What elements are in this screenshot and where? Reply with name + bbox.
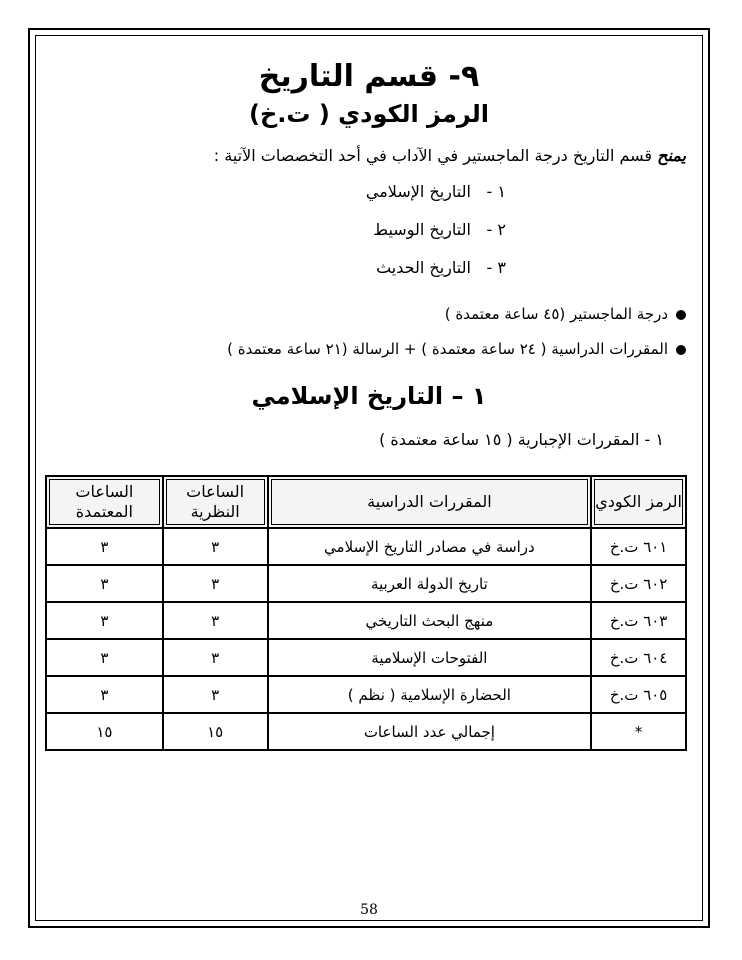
header-theory-hours: الساعات النظرية bbox=[163, 476, 268, 528]
page-subtitle: الرمز الكودي ( ت.خ) bbox=[248, 100, 490, 128]
cell-theory: ١٥ bbox=[163, 713, 268, 750]
bullet-text: درجة الماجستير (٤٥ ساعة معتمدة ) bbox=[444, 305, 668, 323]
specialization-number: ٣ - bbox=[486, 258, 506, 277]
specialization-number: ١ - bbox=[486, 182, 506, 201]
intro-text: قسم التاريخ درجة الماجستير في الآداب في أحد التخصصات الآتية : bbox=[213, 146, 653, 165]
cell-code: * bbox=[591, 713, 686, 750]
specialization-item bbox=[376, 256, 506, 280]
cell-course: الحضارة الإسلامية ( نظم ) bbox=[268, 676, 592, 713]
cell-theory: ٣ bbox=[163, 565, 268, 602]
cell-course: منهج البحث التاريخي bbox=[268, 602, 592, 639]
intro-lead-word: يمنح bbox=[657, 146, 686, 165]
cell-course: تاريخ الدولة العربية bbox=[268, 565, 592, 602]
section-subheading: ١ - المقررات الإجبارية ( ١٥ ساعة معتمدة ) bbox=[379, 430, 664, 449]
page-number: 58 bbox=[360, 902, 378, 918]
cell-course: دراسة في مصادر التاريخ الإسلامي bbox=[268, 528, 592, 565]
page-title: ٩- قسم التاريخ bbox=[258, 59, 480, 94]
header-code: الرمز الكودي bbox=[591, 476, 686, 528]
intro-paragraph bbox=[214, 144, 686, 168]
specialization-label: التاريخ الوسيط bbox=[373, 220, 471, 239]
table-row bbox=[46, 602, 686, 639]
specialization-number: ٢ - bbox=[486, 220, 506, 239]
cell-code: ٦٠٤ ت.خ bbox=[591, 639, 686, 676]
bullet-text: المقررات الدراسية ( ٢٤ ساعة معتمدة ) + الرسالة (٢١ ساعة معتمدة ) bbox=[227, 340, 668, 358]
table-row bbox=[46, 528, 686, 565]
table-row bbox=[46, 676, 686, 713]
table-header-row bbox=[46, 476, 686, 528]
header-credit-hours: الساعات المعتمدة bbox=[46, 476, 163, 528]
cell-theory: ٣ bbox=[163, 639, 268, 676]
header-course: المقررات الدراسية bbox=[268, 476, 592, 528]
bullet-dot bbox=[676, 345, 686, 355]
specialization-item bbox=[366, 180, 506, 204]
cell-code: ٦٠٣ ت.خ bbox=[591, 602, 686, 639]
cell-theory: ٣ bbox=[163, 528, 268, 565]
cell-code: ٦٠١ ت.خ bbox=[591, 528, 686, 565]
cell-credit: ١٥ bbox=[46, 713, 163, 750]
cell-theory: ٣ bbox=[163, 602, 268, 639]
table-row bbox=[46, 639, 686, 676]
cell-code: ٦٠٥ ت.خ bbox=[591, 676, 686, 713]
table-row bbox=[46, 565, 686, 602]
courses-table bbox=[45, 475, 687, 751]
cell-course: إجمالي عدد الساعات bbox=[268, 713, 592, 750]
table-total-row bbox=[46, 713, 686, 750]
specialization-label: التاريخ الإسلامي bbox=[365, 182, 471, 201]
cell-credit: ٣ bbox=[46, 676, 163, 713]
cell-theory: ٣ bbox=[163, 676, 268, 713]
cell-credit: ٣ bbox=[46, 565, 163, 602]
bullet-item bbox=[445, 302, 686, 326]
specialization-label: التاريخ الحديث bbox=[376, 258, 471, 277]
cell-code: ٦٠٢ ت.خ bbox=[591, 565, 686, 602]
cell-credit: ٣ bbox=[46, 528, 163, 565]
cell-course: الفتوحات الإسلامية bbox=[268, 639, 592, 676]
specialization-item bbox=[373, 218, 506, 242]
section-heading: ١ – التاريخ الإسلامي bbox=[251, 382, 487, 410]
cell-credit: ٣ bbox=[46, 602, 163, 639]
bullet-dot bbox=[676, 310, 686, 320]
cell-credit: ٣ bbox=[46, 639, 163, 676]
page-content bbox=[40, 40, 698, 916]
bullet-item bbox=[227, 337, 686, 361]
